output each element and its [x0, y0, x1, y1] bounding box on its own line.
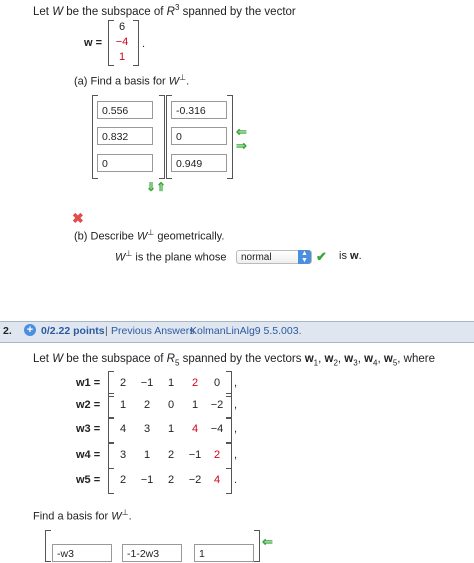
vector-bracket-right — [226, 443, 232, 469]
find-basis-prompt: Find a basis for W⊥. — [33, 508, 132, 523]
vector-w5-entry-1: 2 — [119, 474, 127, 486]
vector-label-w3: w3 = — [76, 423, 101, 435]
add-row-arrow-icon[interactable]: ⇓ — [146, 180, 157, 194]
q1-intro: Let W be the subspace of $R^3$ spanned by the vector — [33, 3, 296, 18]
w-bracket-right — [133, 20, 139, 66]
w-entry-2: −4 — [115, 36, 129, 48]
vector-label-w4: w4 = — [76, 449, 101, 461]
q2-separator: | — [105, 325, 108, 337]
q2-basis-bracket-left — [45, 530, 51, 562]
vector-w2-entry-4: 1 — [191, 399, 199, 411]
vector-end-punct: , — [234, 423, 238, 435]
vector-end-punct: . — [234, 474, 238, 486]
vector-end-punct: , — [234, 377, 238, 389]
vector-end-punct: , — [234, 449, 238, 461]
expand-plus-icon[interactable]: + — [24, 324, 36, 336]
basis-col1-bracket-right — [159, 95, 165, 179]
vector-w4-entry-4: −1 — [188, 449, 202, 461]
vector-w3-entry-3: 1 — [167, 423, 175, 435]
vector-w1-entry-5: 0 — [213, 377, 221, 389]
vector-bracket-right — [226, 393, 232, 419]
vector-w3-entry-2: 3 — [143, 423, 151, 435]
vector-w1-entry-3: 1 — [167, 377, 175, 389]
w-entry-3: 1 — [118, 51, 126, 63]
vector-w1-entry-4: 2 — [191, 377, 199, 389]
q2-points: 0/2.22 points — [41, 325, 105, 337]
vector-w2-entry-3: 0 — [167, 399, 175, 411]
basis-bracket-right — [227, 95, 233, 179]
plane-description: W⊥ is the plane whose — [115, 249, 227, 264]
vector-w5-entry-3: 2 — [167, 474, 175, 486]
vector-w4-entry-2: 1 — [143, 449, 151, 461]
vector-w4-entry-3: 2 — [167, 449, 175, 461]
select-arrows-icon: ▲ ▼ — [298, 250, 311, 264]
vector-w3-entry-1: 4 — [119, 423, 127, 435]
vector-w4-entry-5: 2 — [213, 449, 221, 461]
vector-w2-entry-1: 1 — [119, 399, 127, 411]
vector-w3-entry-5: −4 — [210, 423, 224, 435]
correct-check-icon: ✔ — [316, 249, 327, 264]
part-a-prompt: (a) Find a basis for W⊥. — [74, 73, 190, 88]
q2-remove-column-arrow-icon[interactable]: ⇐ — [262, 534, 273, 549]
vector-bracket-right — [226, 468, 232, 494]
vector-w3-entry-4: 4 — [191, 423, 199, 435]
vector-w4-entry-1: 3 — [119, 449, 127, 461]
vector-bracket-right — [226, 417, 232, 443]
q2-number: 2. — [3, 325, 12, 337]
w-entry-1: 6 — [118, 21, 126, 33]
basis-input-r3c1[interactable]: 0 — [97, 154, 153, 172]
incorrect-x-icon: ✖ — [72, 210, 84, 226]
vector-w2-entry-2: 2 — [143, 399, 151, 411]
vector-label-w1: w1 = — [76, 377, 101, 389]
vector-label-w2: w2 = — [76, 399, 101, 411]
plane-select[interactable]: normal ▲ ▼ — [236, 250, 312, 264]
part-b-prompt: (b) Describe W⊥ geometrically. — [74, 228, 225, 243]
vector-w2-entry-5: −2 — [210, 399, 224, 411]
w-label: w = — [84, 37, 103, 49]
vector-end-punct: , — [234, 399, 238, 411]
basis-input-r2c2[interactable]: 0 — [171, 127, 227, 145]
q2-basis-input-3[interactable]: 1 — [194, 544, 254, 562]
vector-w5-entry-2: −1 — [140, 474, 154, 486]
remove-row-arrow-icon[interactable]: ⇑ — [156, 180, 167, 194]
plane-suffix: is w. — [339, 250, 362, 262]
basis-input-r1c1[interactable]: 0.556 — [97, 101, 153, 119]
q2-intro: Let W be the subspace of $R_5$ spanned by the vectors $w_1$, $w_2$, $w_3$, $w_4$, $w_5$, where — [33, 353, 436, 368]
q2-reference: KolmanLinAlg9 5.5.003. — [190, 325, 302, 337]
previous-answers-link[interactable]: Previous Answers — [111, 325, 195, 337]
q2-basis-input-2[interactable]: -1-2w3 — [122, 544, 182, 562]
vector-w1-entry-1: 2 — [119, 377, 127, 389]
basis-input-r1c2[interactable]: -0.316 — [171, 101, 227, 119]
w-period: . — [142, 38, 146, 50]
q2-basis-input-1[interactable]: -w3 — [52, 544, 112, 562]
basis-input-r3c2[interactable]: 0.949 — [171, 154, 227, 172]
vector-label-w5: w5 = — [76, 474, 101, 486]
vector-w5-entry-5: 4 — [213, 474, 221, 486]
vector-w1-entry-2: −1 — [140, 377, 154, 389]
basis-input-r2c1[interactable]: 0.832 — [97, 127, 153, 145]
q2-basis-bracket-right — [254, 530, 260, 562]
add-column-arrow-icon[interactable]: ⇒ — [236, 138, 247, 153]
remove-column-arrow-icon[interactable]: ⇐ — [236, 124, 247, 139]
vector-w5-entry-4: −2 — [188, 474, 202, 486]
